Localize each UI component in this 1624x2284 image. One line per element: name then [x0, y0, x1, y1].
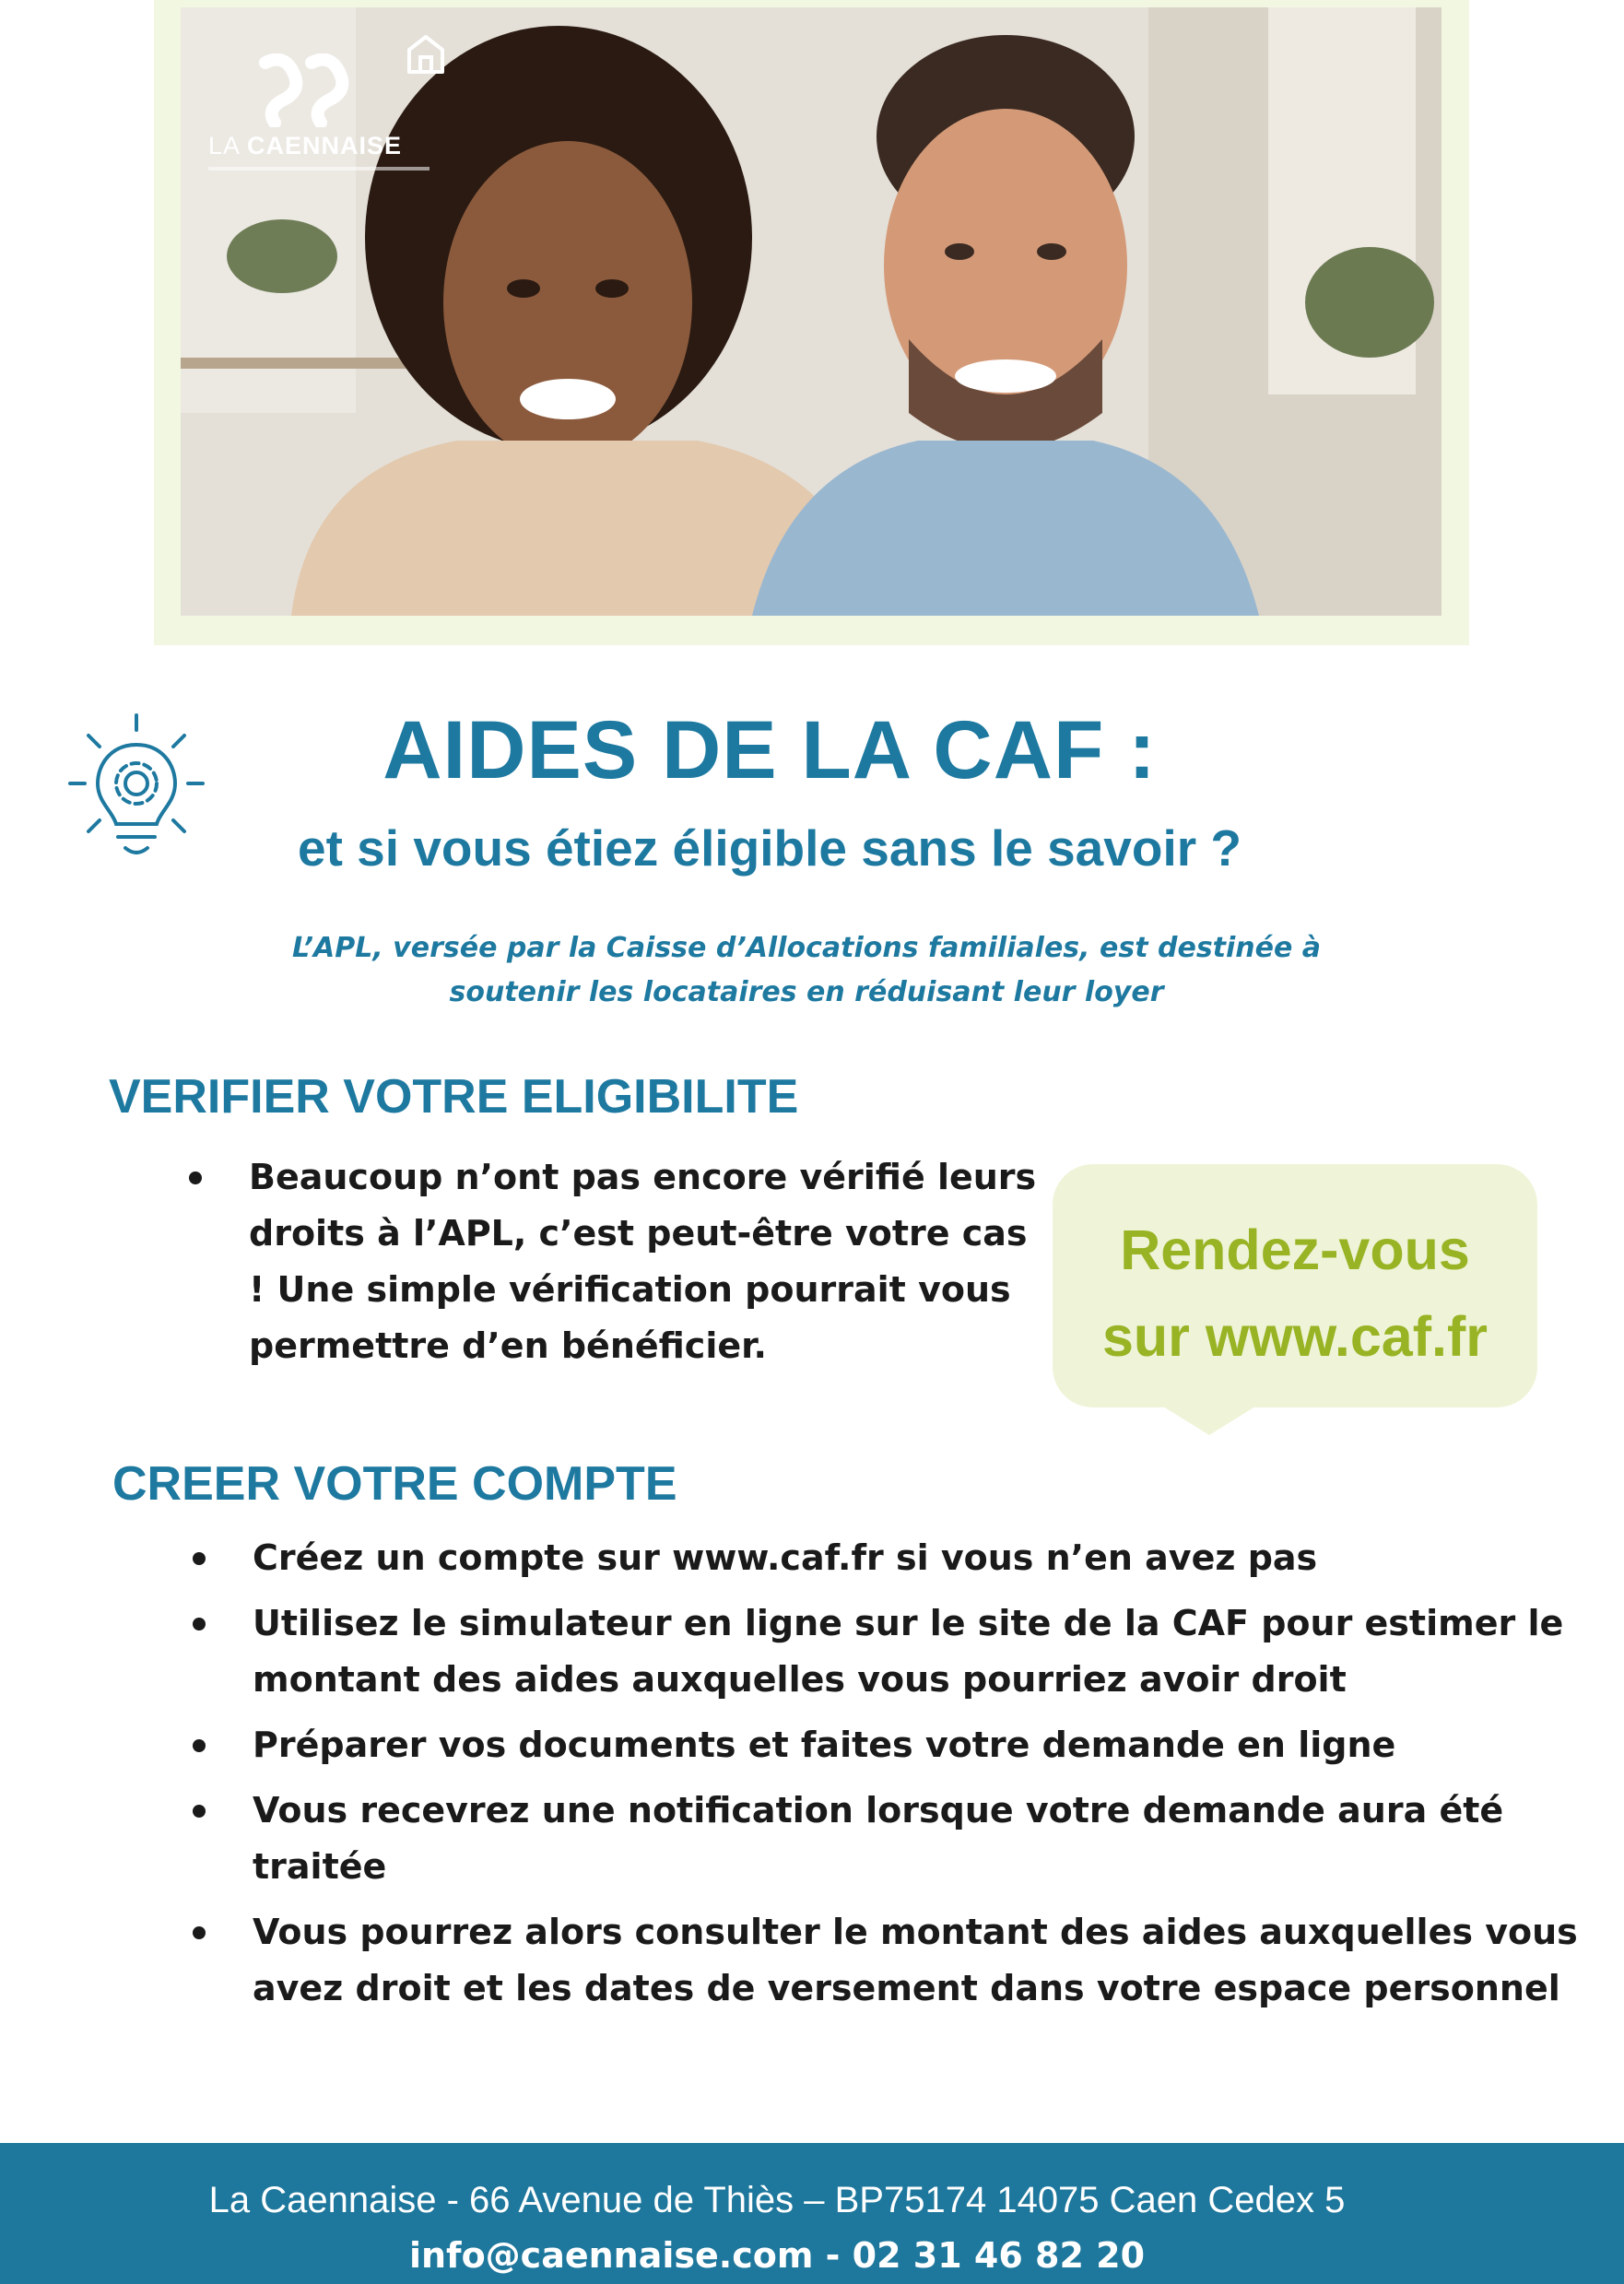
page-subtitle: et si vous étiez éligible sans le savoir ? [297, 819, 1242, 877]
page-title: AIDES DE LA CAF : [382, 703, 1157, 795]
intro-line2: soutenir les locataires en réduisant leur loyer [449, 976, 1164, 1008]
intro-part1: L’APL, versée par la [291, 932, 606, 964]
list-item: Créez un compte sur www.caf.fr si vous n’en avez pas [181, 1530, 1582, 1586]
intro-text [212, 926, 1401, 1015]
intro-part3: , est destinée à [1079, 932, 1322, 964]
eligibility-list [177, 1149, 1043, 1374]
footer [0, 2143, 1624, 2284]
section-title-eligibility: VERIFIER VOTRE ELIGIBILITE [109, 1070, 799, 1124]
intro-caf-name: Caisse d’Allocations familiales [606, 932, 1080, 964]
account-steps-list [181, 1530, 1582, 2026]
list-item: Préparer vos documents et faites votre demande en ligne [181, 1717, 1582, 1773]
list-item: Beaucoup n’ont pas encore vérifié leurs droits à l’APL, c’est peut-être votre cas ! Une simple vérification pourrait vous permettre d’en bénéficier. [177, 1149, 1043, 1374]
callout-line1: Rendez-vous [1120, 1219, 1470, 1281]
callout-text [1053, 1207, 1537, 1380]
la-caennaise-logo [208, 44, 430, 192]
couple-photo [181, 7, 1442, 616]
logo-mark-icon [256, 53, 358, 127]
callout-line2: sur www.caf.fr [1101, 1305, 1489, 1368]
list-item: Vous recevrez une notification lorsque votre demande aura été traitée [181, 1783, 1582, 1895]
logo-tagline [208, 167, 430, 171]
footer-address: La Caennaise - 66 Avenue de Thiès – BP75174 14075 Caen Cedex 5 [208, 2180, 1346, 2220]
photo-frame [154, 0, 1469, 645]
logo-text: LA CAENNAISE [208, 132, 403, 159]
house-shield-icon [404, 31, 448, 79]
section-title-account: CREER VOTRE COMPTE [112, 1457, 677, 1511]
footer-contact: info@caennaise.com - 02 31 46 82 20 [408, 2235, 1146, 2276]
list-item: Vous pourrez alors consulter le montant des aides auxquelles vous avez droit et les dates de versement dans votre espace personnel [181, 1904, 1582, 2017]
list-item: Utilisez le simulateur en ligne sur le site de la CAF pour estimer le montant des aides auxquelles vous pourriez avoir droit [181, 1595, 1582, 1708]
caf-website-callout [1053, 1164, 1537, 1407]
